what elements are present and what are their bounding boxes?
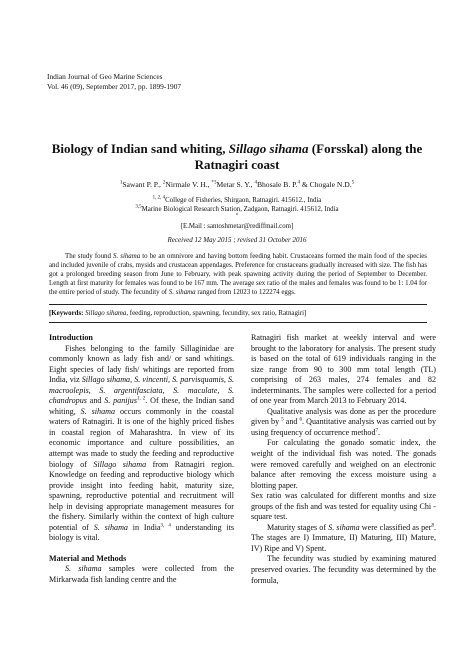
abstract-text: ranged from 12023 to 122274 eggs. <box>195 289 296 296</box>
citation-sup: 1, 2 <box>136 396 146 402</box>
body-text: , <box>130 375 135 385</box>
citation-sup: 8 <box>431 523 434 529</box>
journal-name: Indian Journal of Geo Marine Sciences <box>47 72 163 81</box>
body-text: were classified as per <box>359 522 432 532</box>
abstract <box>49 252 427 297</box>
author-sup: 1 <box>119 180 123 186</box>
author-3: Metar S. Y., <box>216 180 255 189</box>
keywords-species: Sillago sihama, <box>83 310 129 317</box>
affiliation-sup: 3,5 <box>135 204 142 210</box>
author-and: & <box>299 180 310 189</box>
body-text: in India <box>127 522 161 532</box>
introduction-paragraph <box>49 344 234 544</box>
affiliation-sup: 1, 2, 4 <box>152 195 166 201</box>
column-left <box>49 333 234 586</box>
author-1: Sawant P. P., <box>122 180 163 189</box>
keywords <box>49 309 427 318</box>
journal-header <box>47 72 181 92</box>
body-text: , <box>162 385 174 395</box>
species-name: S. chandropus <box>49 385 235 406</box>
title-text: Biology of Indian sand whiting, <box>51 141 229 156</box>
affiliation-text: Marine Biological Research Station, Zadgaon, Ratnagiri. 415612, India <box>141 205 339 213</box>
maturity-paragraph <box>251 523 436 555</box>
abstract-text: to be an omnivore and having bottom feeding habit. Crustaceans formed the main food of the species and included juvenile of crabs, mysids and crustacean appendages. Preference for crustaceans gradually increased with size. The fish has got a prolonged breeding season from June to February, with peak spawning activity during the period of September to December. Length at first maturity for females was found to be 167 mm. The average sex ratio of the males and females was found to be 1: 1.04 for the entire period of study. The fecundity of <box>49 253 427 296</box>
citation-sup: 7 <box>375 428 379 434</box>
received-date: Received 12 May 2015 ; revised 31 October 2016 <box>167 236 307 244</box>
paper-title <box>40 141 434 173</box>
divider-bottom <box>49 322 427 323</box>
species-name: S. sihama <box>65 564 102 574</box>
methods-paragraph-cont: Ratnagiri fish market at weekly interval and were brought to the laboratory for analysis. The present study is based on the total of 619 individuals ranging in the size range from 90 to 300 mm total length (TL) comprising of 263 males, 274 females and 82 indeterminants. The samples were collected for a period of one year from March 2013 to February 2014. <box>251 333 436 406</box>
species-name: S. sihama <box>93 522 128 532</box>
body-text: , <box>217 385 228 395</box>
citation-sup: 3, 4 <box>160 523 171 529</box>
body-text: Qualitative analysis was done as per the procedure given by <box>251 406 436 427</box>
section-heading-introduction: Introduction <box>49 333 93 342</box>
author-sup: *3 <box>211 180 217 186</box>
corresponding-email <box>40 215 434 233</box>
body-text: and <box>283 417 300 427</box>
body-text: and <box>86 396 105 406</box>
body-text: . Quantitative analysis was carried out by using frequency of occurrence method <box>251 417 437 437</box>
qualitative-paragraph <box>251 407 436 439</box>
author-sup: 5 <box>351 180 355 186</box>
gsi-paragraph: For calculating the gonado somatic index, the weight of the individual fish was noted. The gonads were removed carefully and weighed on an electronic balance after removing the excess moisture using a blotting paper. <box>251 438 436 490</box>
species-name: S. argentifasciata <box>99 385 163 395</box>
body-text: Fishes belonging to the family Sillaginidae are commonly known as lady fish and/ or sand whitings. Eight species of lady fish/ whitings are reported from India, viz <box>49 343 234 385</box>
species-name: Sillago sihama <box>93 459 147 469</box>
section-heading-methods: Material and Methods <box>49 553 127 563</box>
species-name: S. sihama <box>80 406 116 416</box>
body-text: , <box>88 385 100 395</box>
divider-top <box>49 304 427 305</box>
affiliation-text: College of Fisheries, Shirgaon, Ratnagiri. 415612., India <box>165 197 322 204</box>
body-text: , <box>223 375 228 385</box>
body-text: . Of these, the Indian sand whiting, <box>49 396 234 416</box>
species-name: S. maculate <box>173 385 218 395</box>
keywords-text: feeding, reproduction, spawning, fecundity, sex ratio, Ratnagiri] <box>128 310 307 317</box>
body-text: samples were collected from the Mirkarwada fish landing centre and the <box>49 564 234 585</box>
species-name: S. macroolepis <box>49 375 235 395</box>
species-name: S. panijus <box>104 396 137 406</box>
author-sup: 4 <box>254 180 257 186</box>
affiliation-1 <box>40 197 434 206</box>
body-text: . The stages are I) Immature, II) Maturing, III) Mature, IV) Ripe and V) Spent. <box>251 522 436 553</box>
body-text: , <box>167 375 173 385</box>
abstract-text: The study found <box>65 253 113 260</box>
column-right <box>251 333 436 586</box>
author-sup: 4 <box>297 180 300 186</box>
sex-ratio-paragraph: Sex ratio was calculated for different months and size groups of the fish and was tested for equality using Chi - square test. <box>251 491 436 522</box>
abstract-species: S. sihama <box>113 253 141 260</box>
title-species: Sillago sihama <box>228 141 309 156</box>
fecundity-paragraph: The fecundity was studied by examining matured preserved ovaries. The fecundity was determined by the formula, <box>251 554 436 585</box>
species-name: S. vincenti <box>134 375 168 385</box>
author-sup: 2 <box>162 180 166 186</box>
citation-sup: 6 <box>299 417 303 423</box>
body-text: understanding its biology is vital. <box>49 522 234 543</box>
species-name: S. sihama <box>328 522 360 532</box>
author-list <box>40 180 434 190</box>
species-name: S. parvisquamis <box>172 375 224 385</box>
author-4: Bhosale B. P. <box>256 180 298 189</box>
methods-paragraph <box>49 564 234 585</box>
abstract-species: S. sihama <box>168 289 196 296</box>
author-5: Chogale N.D. <box>309 180 352 189</box>
keywords-label: [Keywords: <box>49 310 84 317</box>
species-name: Sillago sihama <box>81 375 131 385</box>
body-text: Maturity stages of <box>267 522 329 532</box>
email-text: [E.Mail : santoshmetar@rediffmail.com] <box>180 223 294 231</box>
affiliation-sup: * <box>235 213 239 219</box>
citation-sup: 5 <box>281 417 284 423</box>
body-text: from Ratnagiri region. Knowledge on feeding and reproductive biology which provide insight into feeding habit, maturity size, spawning, reproductive potential and recruitment will help in devising appropriate management measures for the fishery. Similarly within the context of high culture potential of <box>49 459 234 532</box>
body-text: occurs commonly in the coastal waters of Ratnagiri. It is one of the highly priced fishes in coastal region of Maharashtra. In view of its economic importance and culture possibilities, an attempt was made to study the feeding and reproductive biology of <box>49 406 235 469</box>
title-text-end: (Forsskal) along the Ratnagiri coast <box>194 141 423 172</box>
body-text: . <box>378 427 381 437</box>
journal-volume: Vol. 46 (09), September 2017, pp. 1899-1907 <box>47 81 182 91</box>
affiliations <box>40 197 434 232</box>
author-2: Nirmale V. H., <box>165 180 212 189</box>
